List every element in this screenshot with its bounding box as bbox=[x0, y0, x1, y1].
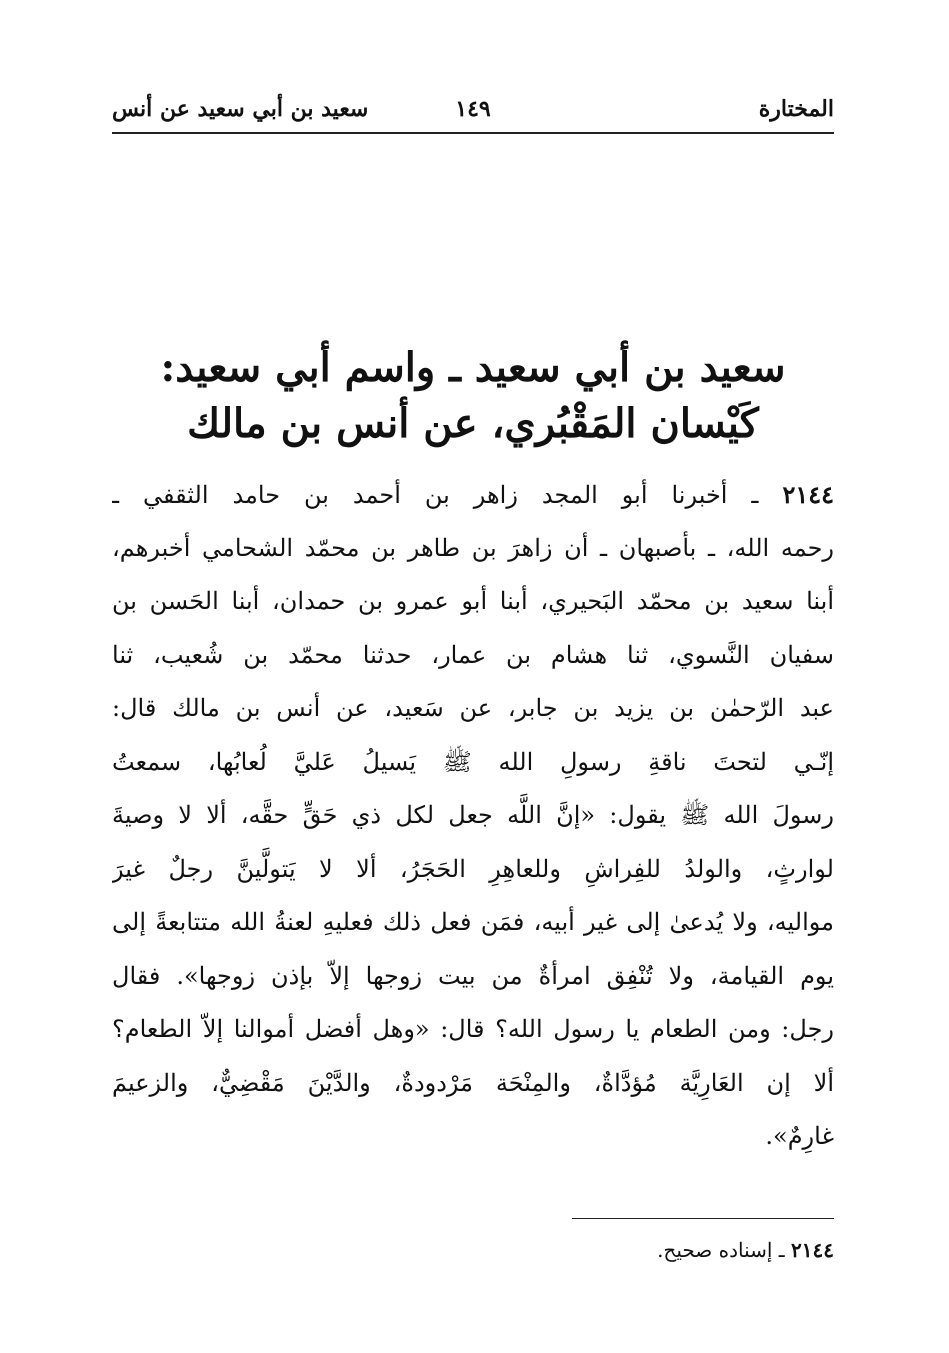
chapter-heading bbox=[112, 340, 834, 452]
running-header bbox=[112, 96, 834, 136]
hadith-text bbox=[112, 468, 834, 1164]
hadith-line: عبد الرّحمٰن بن يزيد بن جابر، عن سَعيد، عن أنس بن مالك قال: bbox=[112, 694, 834, 722]
hadith-line bbox=[112, 468, 834, 522]
hadith-line: رسولَ الله ﷺ يقول: «إنَّ اللَّه جعل لكل ذي حَقٍّ حقَّه، ألا لا وصيةَ bbox=[112, 801, 834, 829]
hadith-line: لوارثٍ، والولدُ للفِراشِ وللعاهِرِ الحَجَرُ، ألا لا يَتولَّينَّ رجلٌ غيرَ bbox=[112, 854, 834, 883]
hadith-line: رجل: ومن الطعام يا رسول الله؟ قال: «وهل أفضل أموالنا إلاّ الطعام؟ bbox=[112, 1015, 834, 1043]
hadith-line: غارِمٌ». bbox=[765, 1122, 834, 1150]
hadith-line: ألا إن العَارِيَّة مُؤدَّاةٌ، والمِنْحَة مَرْدودةٌ، والدَّيْنَ مَقْضِيٌّ، والزعيمَ bbox=[112, 1068, 834, 1097]
chapter-title-line-1: سعيد بن أبي سعيد ـ واسم أبي سعيد: bbox=[160, 344, 786, 391]
hadith-line: سفيان النَّسوي، ثنا هشام بن عمار، حدثنا محمّد بن شُعيب، ثنا bbox=[112, 640, 834, 669]
footnote bbox=[657, 1238, 834, 1262]
footnote-number: ٢١٤٤ bbox=[791, 1238, 834, 1262]
hadith-line: رحمه الله، ـ بأصبهان ـ أن زاهرَ بن طاهر بن محمّد الشحامي أخبرهم، bbox=[112, 533, 834, 562]
hadith-line-text: ـ أخبرنا أبو المجد زاهر بن أحمد بن حامد الثقفي ـ bbox=[112, 481, 759, 509]
hadith-line: يوم القيامة، ولا تُنْفِق امرأةٌ من بيت زوجها إلاّ بإذن زوجها». فقال bbox=[112, 961, 834, 990]
header-section-title: سعيد بن أبي سعيد عن أنس bbox=[112, 96, 369, 122]
hadith-number: ٢١٤٤ bbox=[782, 480, 834, 509]
header-page-number: ١٤٩ bbox=[455, 96, 491, 122]
hadith-line: أبنا سعيد بن محمّد البَحيري، أبنا أبو عمرو بن حمدان، أبنا الحَسن بن bbox=[112, 587, 834, 615]
header-book-title: المختارة bbox=[758, 96, 834, 122]
hadith-line: مواليه، ولا يُدعىٰ إلى غير أبيه، فمَن فعل ذلك فعليهِ لعنةُ الله متتابعةً إلى bbox=[112, 908, 834, 936]
chapter-title-line-2: كَيْسان المَقْبُري، عن أنس بن مالك bbox=[187, 400, 759, 447]
header-rule bbox=[112, 132, 834, 134]
footnote-text: ـ إسناده صحيح. bbox=[657, 1238, 785, 1262]
footnote-rule bbox=[572, 1218, 834, 1219]
hadith-line: إنّـي لتحتَ ناقةِ رسولِ الله ﷺ يَسيلُ عَليَّ لُعابُها، سمعتُ bbox=[112, 747, 834, 776]
